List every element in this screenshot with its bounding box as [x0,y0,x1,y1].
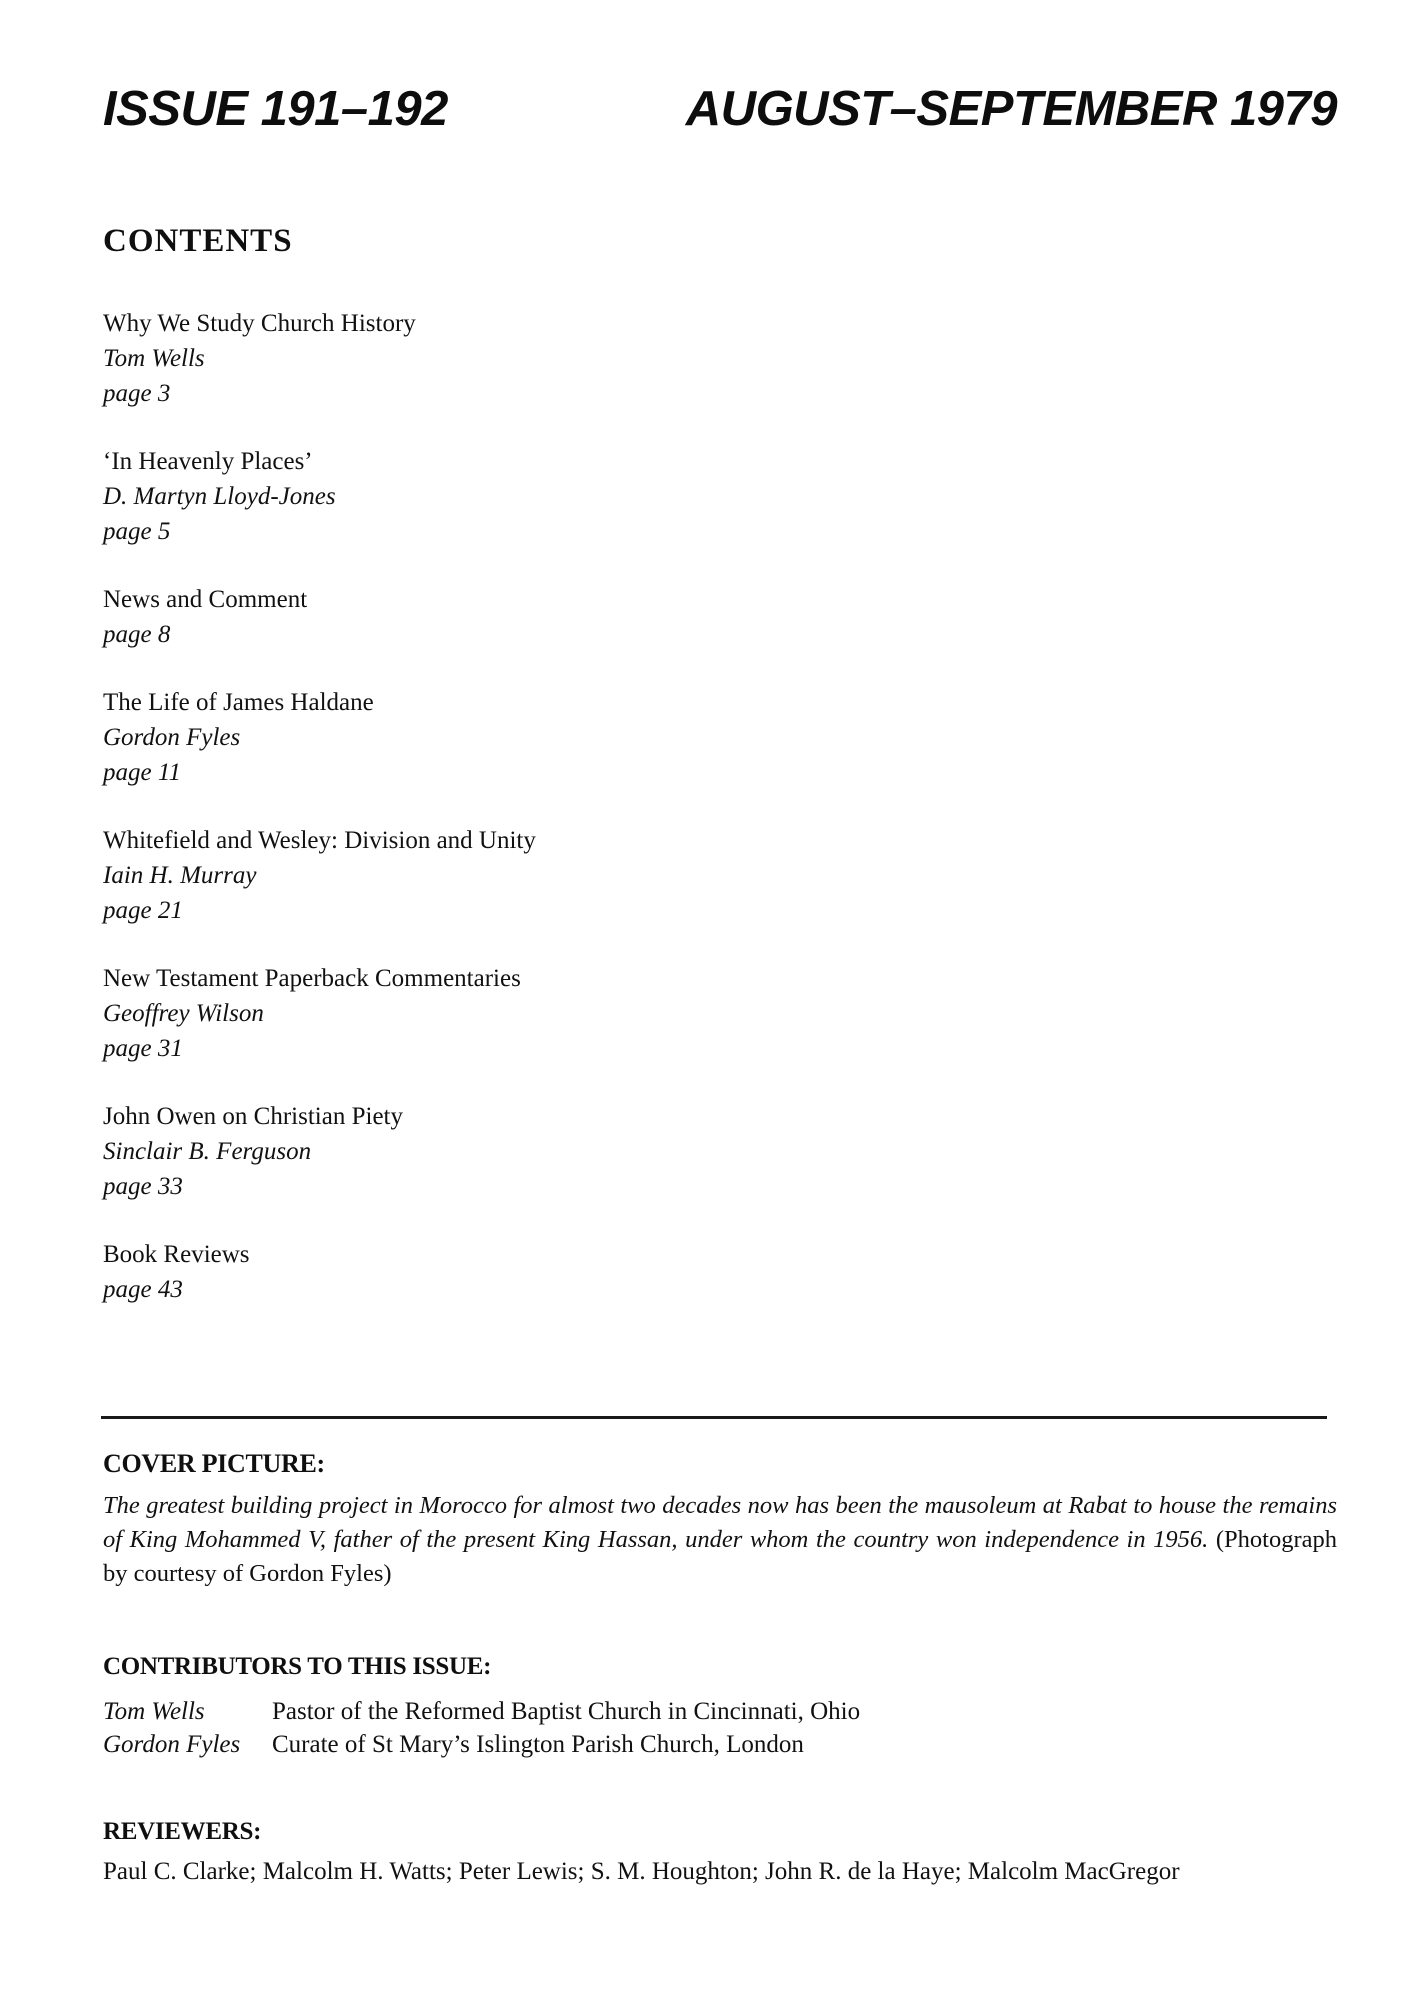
entry-title: Whitefield and Wesley: Division and Unity [103,827,536,854]
contents-entry [103,685,1337,790]
entry-page-number: page 3 [103,380,171,407]
contents-heading: CONTENTS [103,223,293,259]
contents-entry [103,582,1337,652]
contents-entry [103,306,1337,411]
contributor-row [103,1695,1337,1728]
entry-title: New Testament Paperback Commentaries [103,965,521,992]
issue-number: ISSUE 191–192 [103,82,448,136]
contents-entry [103,1099,1337,1204]
entry-title: Why We Study Church History [103,310,416,337]
contributor-description: Pastor of the Reformed Baptist Church in Cincinnati, Ohio [272,1698,861,1725]
entry-page-number: page 21 [103,897,183,924]
reviewers-names: Paul C. Clarke; Malcolm H. Watts; Peter Lewis; S. M. Houghton; John R. de la Haye; Malcolm MacGregor [103,1858,1180,1885]
entry-author: Geoffrey Wilson [103,1000,264,1027]
entry-page-number: page 43 [103,1276,183,1303]
horizontal-rule [101,1416,1327,1419]
masthead [103,84,1337,135]
cover-photo-credit: (Photograph by courtesy of Gordon Fyles) [103,1526,1337,1587]
contributor-row [103,1728,1337,1761]
entry-title: Book Reviews [103,1241,250,1268]
entry-author: Iain H. Murray [103,862,257,889]
contents-entry [103,823,1337,928]
entry-title: ‘In Heavenly Places’ [103,448,313,475]
entry-author: Tom Wells [103,345,205,372]
contributors-list [103,1695,1337,1761]
entry-page-number: page 33 [103,1173,183,1200]
cover-picture-description [103,1489,1337,1591]
contributor-name: Gordon Fyles [103,1731,241,1758]
contributor-description: Curate of St Mary’s Islington Parish Church, London [272,1731,804,1758]
contents-entry [103,961,1337,1066]
contributor-name: Tom Wells [103,1698,205,1725]
entry-author: Sinclair B. Ferguson [103,1138,312,1165]
contents-list [103,306,1337,1340]
reviewers-heading: REVIEWERS: [103,1818,262,1845]
entry-title: John Owen on Christian Piety [103,1103,403,1130]
contributors-heading: CONTRIBUTORS TO THIS ISSUE: [103,1653,492,1680]
cover-picture-heading: COVER PICTURE: [103,1449,325,1478]
contents-entry [103,1237,1337,1307]
cover-description-text: The greatest building project in Morocco for almost two decades now has been the mausoleum at Rabat to house the remains of King Mohammed V, father of the present King Hassan, under whom the country won independence in 1956. [103,1492,1337,1553]
entry-author: D. Martyn Lloyd-Jones [103,483,336,510]
entry-page-number: page 5 [103,518,171,545]
entry-page-number: page 31 [103,1035,183,1062]
contents-entry [103,444,1337,549]
entry-title: The Life of James Haldane [103,689,374,716]
entry-page-number: page 11 [103,759,181,786]
entry-title: News and Comment [103,586,308,613]
entry-author: Gordon Fyles [103,724,241,751]
issue-date: AUGUST–SEPTEMBER 1979 [685,82,1337,136]
entry-page-number: page 8 [103,621,171,648]
